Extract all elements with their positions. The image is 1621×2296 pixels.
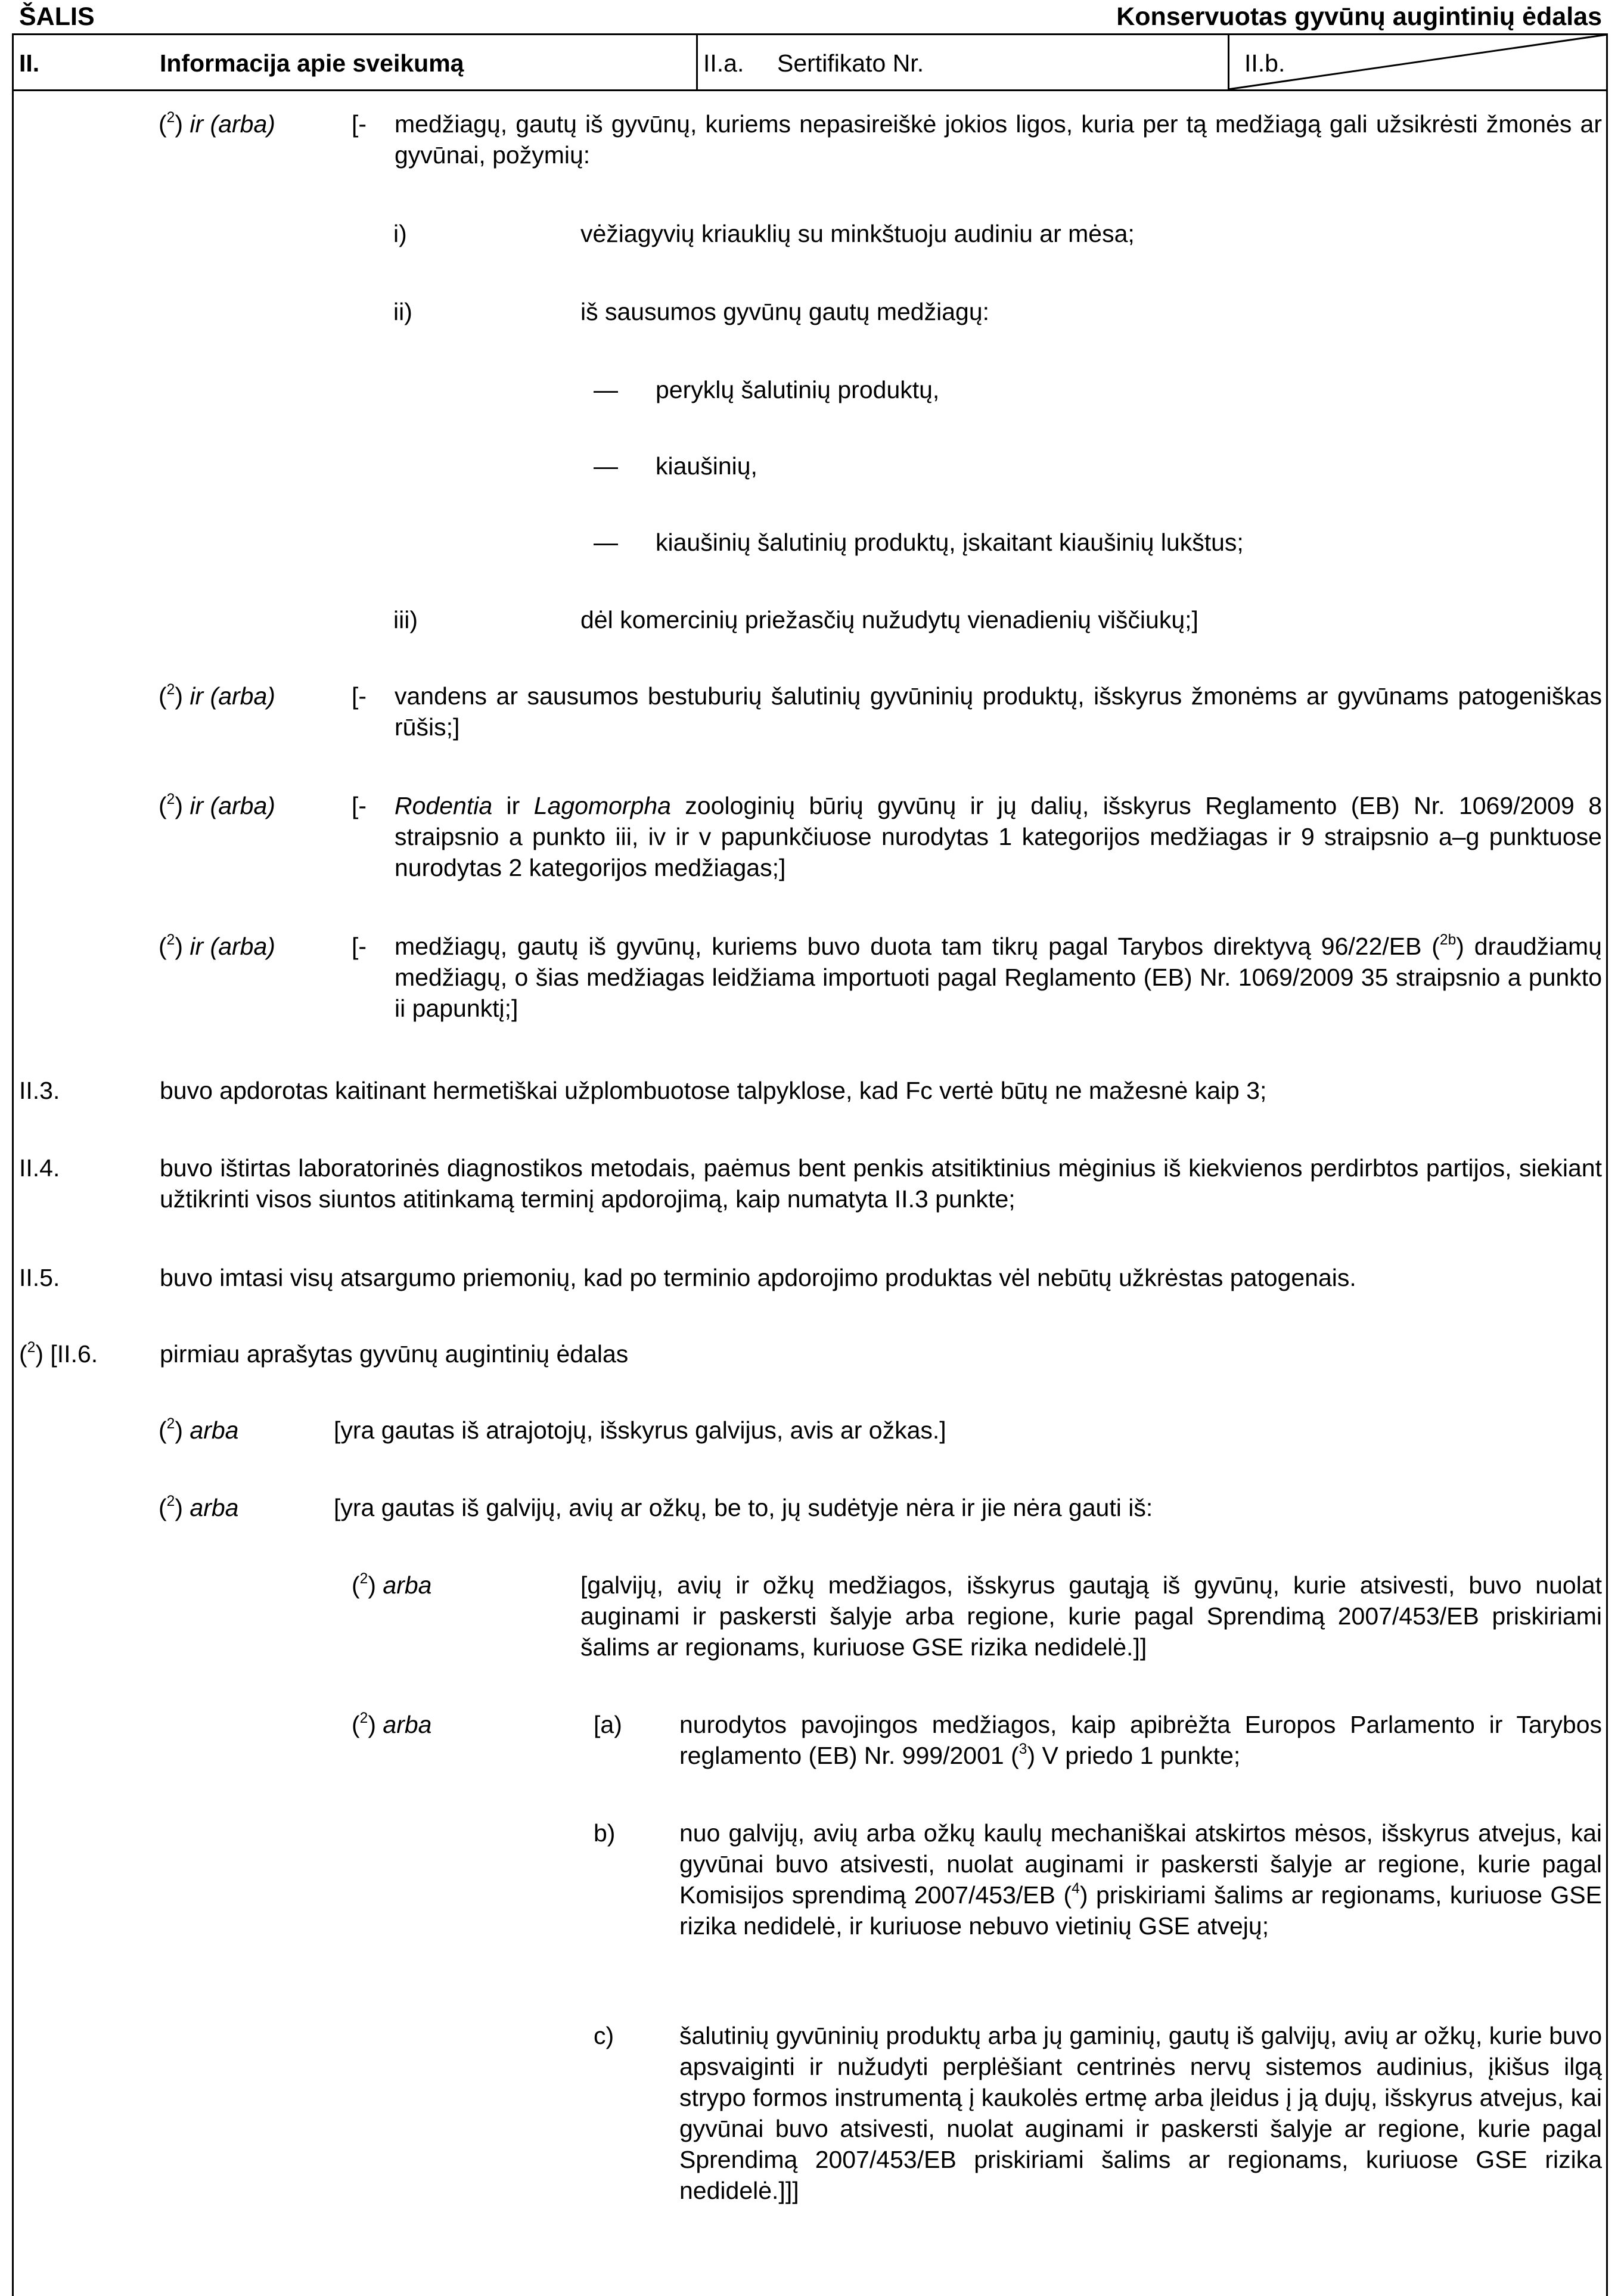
section-text: buvo ištirtas laboratorinės diagnostikos metodais, paėmus bent penkis atsitiktinius mėginius iš kiekvienos perdirbtos partijos, siekiant užtikrinti visos siuntos atitinkamą terminį apdorojimą, kaip numatyta II.3 punkte; bbox=[160, 1154, 1602, 1213]
ref-b-label: II.b. bbox=[1244, 49, 1285, 77]
footnote-ref: ($^2$) ir (arba) bbox=[159, 109, 275, 138]
list-item: peryklų šalutinių produktų, bbox=[656, 376, 940, 403]
footnote-ref: ($^2$) arba bbox=[159, 1493, 239, 1521]
option-text: Rodentia ir Lagomorpha zoologinių būrių gyvūnų ir jų dalių, išskyrus Reglamento (EB) Nr. 1069/2009 8 straipsnio a punkto iii, iv ir v papunkčiuose nurodytas 1 kategorijos medžiagas ir 9 straipsnio a–g punktuose nurodytas 2 kategorijos medžiagas;] bbox=[395, 792, 1602, 881]
option-text: [yra gautas iš atrajotojų, išskyrus galvijus, avis ar ožkas.] bbox=[334, 1416, 946, 1444]
list-number: ii) bbox=[393, 298, 412, 325]
section-number: II.3. bbox=[19, 1077, 60, 1104]
footnote-ref: ($^2$) arba bbox=[352, 1710, 432, 1738]
list-item: kiaušinių šalutinių produktų, įskaitant kiaušinių lukštus; bbox=[656, 529, 1244, 556]
list-number: c) bbox=[594, 2022, 614, 2049]
dash-marker: — bbox=[594, 529, 618, 556]
section-number: ($^2$) [II.6. bbox=[19, 1339, 98, 1368]
option-text: [yra gautas iš galvijų, avių ar ožkų, be to, jų sudėtyje nėra ir jie nėra gauti iš: bbox=[334, 1494, 1153, 1521]
section-title: Informacija apie sveikumą bbox=[160, 49, 464, 77]
list-item: dėl komercinių priežasčių nužudytų vienadienių viščiukų;] bbox=[580, 606, 1198, 633]
list-number: i) bbox=[393, 220, 407, 247]
dash-marker: — bbox=[594, 376, 618, 403]
footnote-ref: ($^2$) arba bbox=[159, 1415, 239, 1444]
option-bracket: [- bbox=[352, 792, 367, 819]
section-number: II.5. bbox=[19, 1264, 60, 1291]
footnote-ref: ($^2$) arba bbox=[352, 1570, 432, 1599]
section-text: buvo imtasi visų atsargumo priemonių, kad po terminio apdorojimo produktas vėl nebūtų užkrėstas patogenais. bbox=[160, 1264, 1356, 1291]
list-item: vėžiagyvių kriauklių su minkštuoju audiniu ar mėsa; bbox=[580, 220, 1135, 247]
dash-marker: — bbox=[594, 452, 618, 480]
section-number: II.4. bbox=[19, 1154, 60, 1182]
cert-ref-label: II.a. bbox=[703, 49, 744, 77]
footnote-ref: ($^2$) ir (arba) bbox=[159, 791, 275, 819]
list-item: nurodytos pavojingos medžiagos, kaip apibrėžta Europos Parlamento ir Tarybos reglamento (EB) Nr. 999/2001 ($^3$) V priedo 1 punkte; bbox=[679, 1711, 1602, 1769]
list-item: šalutinių gyvūninių produktų arba jų gaminių, gautų iš galvijų, avių ar ožkų, kurie buvo apsvaiginti ir nužudyti perplėšiant centrinės nervų sistemos audinius, įkišus ilgą strypo formos instrumentą į kaukolės ertmę arba įleidus į ją dujų, išskyrus atvejus, kai gyvūnai buvo atsivesti, nuolat auginami ir paskersti šalyje ar regione, kurie pagal Sprendimą 2007/453/EB priskiriami šalims ar regionams, kuriuose GSE rizika nedidelė.]]] bbox=[679, 2022, 1602, 2204]
section-text: buvo apdorotas kaitinant hermetiškai užplombuotose talpyklose, kad Fc vertė būtų ne mažesnė kaip 3; bbox=[160, 1077, 1267, 1104]
option-text: [galvijų, avių ir ožkų medžiagos, išskyrus gautąją iš gyvūnų, kurie atsivesti, buvo nuolat auginami ir paskersti šalyje arba regione, kurie pagal Sprendimą 2007/453/EB priskiriami šalims ar regionams, kuriuose GSE rizika nedidelė.]] bbox=[580, 1571, 1602, 1661]
section-number: II. bbox=[19, 49, 40, 77]
option-bracket: [- bbox=[352, 110, 367, 138]
option-text: medžiagų, gautų iš gyvūnų, kuriems nepasireiškė jokios ligos, kuria per tą medžiagą gali užsikrėsti žmonės ar gyvūnai, požymių: bbox=[395, 110, 1602, 169]
footnote-ref: ($^2$) ir (arba) bbox=[159, 931, 275, 960]
list-number: [a) bbox=[594, 1711, 622, 1738]
country-label: ŠALIS bbox=[19, 2, 95, 31]
document-title: Konservuotas gyvūnų augintinių ėdalas bbox=[1116, 2, 1602, 31]
list-number: b) bbox=[594, 1819, 616, 1847]
list-item: nuo galvijų, avių arba ožkų kaulų mechaniškai atskirtos mėsos, išskyrus atvejus, kai gyvūnai buvo atsivesti, nuolat auginami ir paskersti šalyje ar regione, kurie pagal Komisijos sprendimą 2007/453/EB ($^4$) priskiriami šalims ar regionams, kuriuose GSE rizika nedidelė, ir kuriuose nebuvo vietinių GSE atvejų; bbox=[679, 1819, 1602, 1940]
footnote-ref: ($^2$) ir (arba) bbox=[159, 681, 275, 710]
section-text: pirmiau aprašytas gyvūnų augintinių ėdalas bbox=[160, 1340, 629, 1368]
cert-number-label: Sertifikato Nr. bbox=[777, 49, 924, 77]
option-bracket: [- bbox=[352, 933, 367, 960]
option-bracket: [- bbox=[352, 682, 367, 710]
list-item: kiaušinių, bbox=[656, 452, 757, 480]
list-item: iš sausumos gyvūnų gautų medžiagų: bbox=[580, 298, 990, 325]
list-number: iii) bbox=[393, 606, 418, 633]
option-text: medžiagų, gautų iš gyvūnų, kuriems buvo duota tam tikrų pagal Tarybos direktyvą 96/22/EB ($^{2b}$) draudžiamų medžiagų, o šias medžiagas leidžiama importuoti pagal Reglamento (EB) Nr. 1069/2009 35 straipsnio a punkto ii papunktį;] bbox=[395, 931, 1602, 1022]
option-text: vandens ar sausumos bestuburių šalutinių gyvūninių produktų, išskyrus žmonėms ar gyvūnams patogeniškas rūšis;] bbox=[395, 682, 1602, 741]
